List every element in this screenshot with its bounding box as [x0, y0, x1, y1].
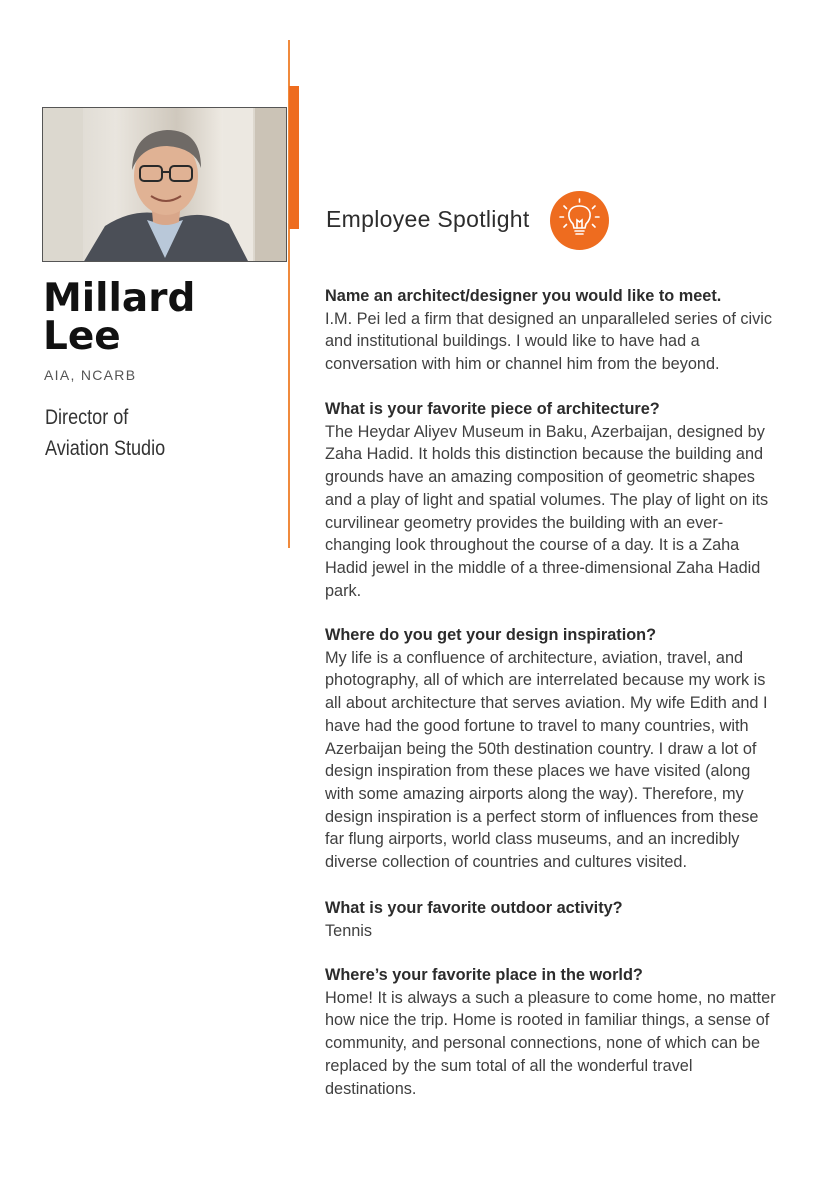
portrait-illustration	[43, 108, 287, 262]
job-title-line-1: Director of	[45, 406, 129, 429]
question: What is your favorite outdoor activity?	[325, 899, 623, 917]
lightbulb-icon	[550, 191, 609, 250]
qa-block	[325, 897, 780, 942]
qa-block	[325, 398, 780, 602]
qa-block	[325, 624, 780, 874]
answer: Home! It is always a such a pleasure to come home, no matter how nice the trip. Home is rooted in familiar things, a sense of community, and personal connections, none of which can be replaced by the sum total of all the wonderful travel destinations.	[325, 988, 776, 1098]
last-name: Lee	[43, 314, 121, 359]
qa-block	[325, 285, 780, 376]
answer: I.M. Pei led a firm that designed an unparalleled series of civic and institutional buildings. I would like to have had a conversation with him or channel him from the beyond.	[325, 309, 773, 374]
question: Name an architect/designer you would like to meet.	[325, 287, 722, 305]
job-title	[45, 402, 243, 464]
credentials: AIA, NCARB	[44, 367, 137, 383]
first-name: Millard	[43, 276, 196, 321]
qa-block	[325, 964, 780, 1100]
answer: The Heydar Aliyev Museum in Baku, Azerbaijan, designed by Zaha Hadid. It holds this distinction because the building and grounds have an amazing composition of geometric shapes and a play of light and spatial volumes. The play of light on its curvilinear geometry provides the building with an ever-changing look throughout the course of a day. It is a Zaha Hadid jewel in the middle of a three-dimensional Zaha Hadid park.	[325, 422, 769, 600]
orange-accent-bar	[289, 86, 299, 229]
question: What is your favorite piece of architecture?	[325, 400, 660, 418]
question: Where do you get your design inspiration?	[325, 626, 657, 644]
job-title-line-2: Aviation Studio	[45, 437, 166, 460]
portrait-photo	[42, 107, 287, 262]
question: Where’s your favorite place in the world?	[325, 966, 643, 984]
employee-name	[43, 276, 283, 359]
section-title: Employee Spotlight	[326, 206, 530, 232]
answer: My life is a confluence of architecture, aviation, travel, and photography, all of which are interrelated because my work is all about architecture that serves aviation. My wife Edith and I have had the good fortune to travel to many countries, with Azerbaijan being the 50th destination country. I draw a lot of design inspiration from these places we have visited (along with some amazing airports along the way). Therefore, my design inspiration is a perfect storm of influences from these far flung airports, world class museums, and an incredibly diverse collection of countries and cultures visited.	[325, 648, 768, 872]
answer: Tennis	[325, 921, 373, 940]
